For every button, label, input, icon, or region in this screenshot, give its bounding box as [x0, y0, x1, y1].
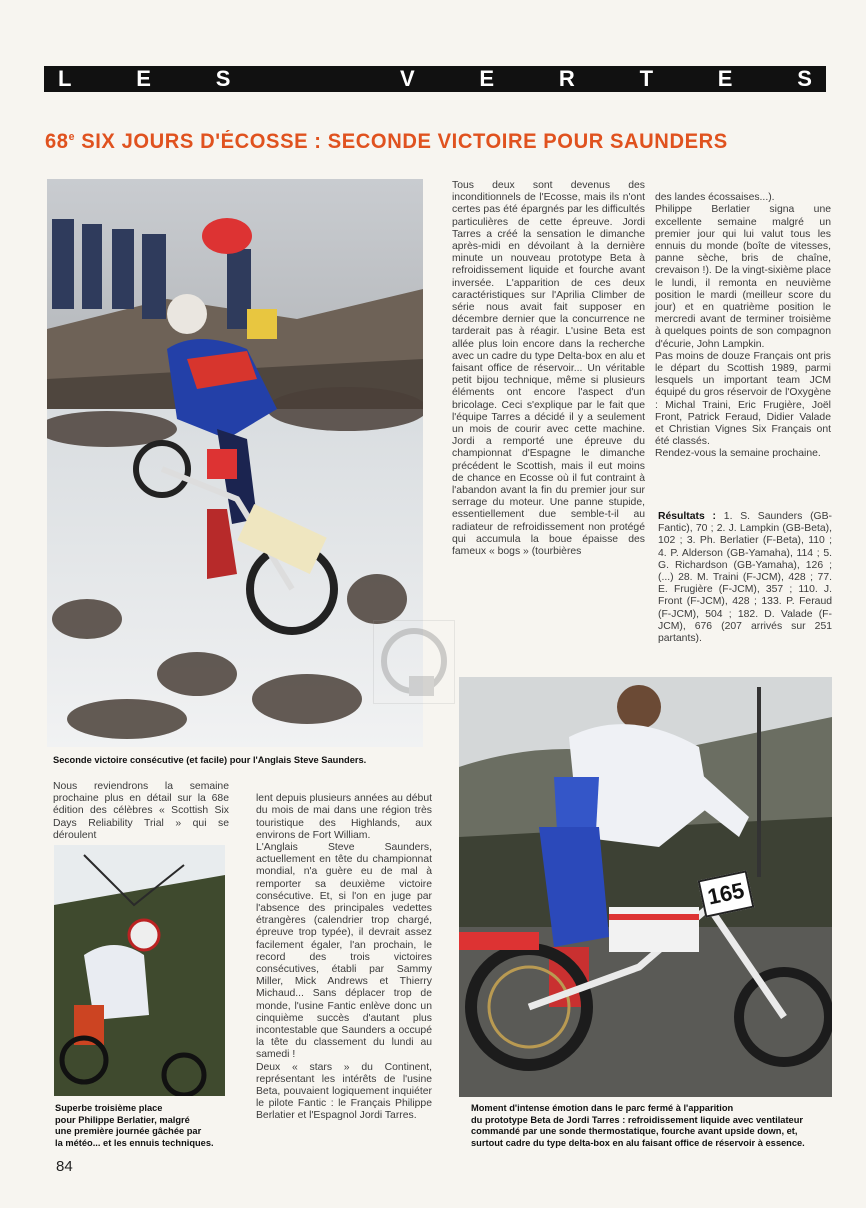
caption-line: Moment d'intense émotion dans le parc fermé à l'apparition [471, 1103, 734, 1113]
bike-number-plate: 165 [698, 870, 755, 918]
results-text: 1. S. Saunders (GB-Fantic), 70 ; 2. J. Lampkin (GB-Beta), 102 ; 3. Ph. Berlatier (F-Beta), 110 ; 4. P. Alderson (GB-Yamaha), 114 ; 5. G. Richardson (GB-Yamaha), 126 ; (...) 28. M. Traini (F-JCM), 428 ; 77. E. Frugière (F-JCM), 357 ; 110. J. Front (F-JCM), 428 ; 133. P. Feraud (F-JCM), 504 ; 182. D. Valade (F-JCM), 676 (207 arrivés sur 251 partants). [658, 511, 832, 645]
headline-sup: e [68, 131, 76, 143]
article-column-middle-bottom [256, 781, 432, 1135]
paragraph: Nous reviendrons la semaine prochaine plus en détail sur la 68e édition des célèbres « Scottish Six Days Reliability Trial » qui se déroulent [53, 781, 229, 841]
banner-letter: L [58, 66, 72, 91]
banner-letter: E [717, 66, 733, 91]
caption-line: une première journée gâchée par [55, 1126, 202, 1137]
photo-berlatier [54, 845, 225, 1096]
caption-beta-photo [471, 1103, 841, 1149]
results-label: Résultats : [658, 511, 717, 522]
page-number: 84 [56, 1158, 73, 1175]
caption-line: Superbe troisième place [55, 1103, 163, 1113]
photo-saunders-waterfall [47, 179, 423, 747]
section-banner [44, 66, 826, 92]
article-column-middle-top [452, 180, 645, 558]
results-block [658, 511, 832, 645]
headline-text: SIX JOURS D'ÉCOSSE : SECONDE VICTOIRE POUR SAUNDERS [75, 130, 728, 153]
article-column-right-top [655, 180, 831, 473]
headline-number: 68 [45, 130, 69, 153]
caption-line: surtout cadre du type delta-box en alu faisant office de réservoir à essence. [471, 1137, 805, 1148]
caption-line: commandé par une sonde thermostatique, fourche avant upside down, et, [471, 1126, 798, 1137]
article-headline [45, 130, 728, 154]
banner-letter: S [215, 66, 231, 91]
caption-line: du prototype Beta de Jordi Tarres : refroidissement liquide avec ventilateur [471, 1114, 804, 1125]
caption-main-photo: Seconde victoire consécutive (et facile) pour l'Anglais Steve Saunders. [53, 755, 367, 765]
banner-letter: R [558, 66, 575, 91]
banner-letter: E [479, 66, 495, 91]
caption-berlatier-photo [55, 1103, 240, 1149]
paragraph: des landes écossaises...). Philippe Berlatier signa une excellente semaine malgré un premier jour qui lui valut tous les ennuis du monde (boîte de vitesses, panne sèche, bris de chaîne, crevaison !). De la vingt-sixième place le lundi, il remonta en neuvième position le mardi (meilleur score du jour) et en quatrième position le mercredi avant de terminer troisième à quelques points de son compagnon d'écurie, John Lampkin. Pas moins de douze Français ont pris le départ du Scottish 1989, parmi lesquels un important team JCM équipé du gros réservoir de l'Oxygène : Michal Traini, Eric Frugière, Joël Front, Patrick Feraud, Didier Valade et Christian Vignes Six Français ont été classés. Rendez-vous la semaine prochaine. [655, 192, 831, 460]
caption-line: pour Philippe Berlatier, malgré [55, 1114, 190, 1125]
banner-letter: V [399, 66, 415, 91]
banner-letter: T [639, 66, 654, 91]
banner-letter: S [797, 66, 812, 91]
banner-letter: E [136, 66, 151, 91]
photo-beta-prototype [459, 677, 832, 1097]
paragraph: Tous deux sont devenus des inconditionnels de l'Ecosse, mais ils n'ont certes pas été épargnés par les difficultés particulières de cette épreuve. Jordi Tarres a créé la sensation le dimanche après-midi en dévoilant à la dernière minute un nouveau prototype Beta à refroidissement liquide et fourche avant inversée. L'apparition de ces deux caractéristiques sur l'Aprilia Climber de série nous avait fait supposer en décembre dernier que la concurrence ne tarderait pas à réagir. L'usine Beta est allée plus loin encore dans la recherche avec un cadre du type Delta-box en alu et faisant office de réservoir... Un véritable petit bijou technique, même si plusieurs éléments ont encore l'aspect d'un bricolage. Ceci s'explique par le fait que l'équipe Tarres a décidé il y a seulement un mois de courir avec cette machine. Jordi a remporté une épreuve du championnat d'Espagne le dimanche précédent le Scottish, mais il eut moins de chance en Ecosse où il fut contraint à l'abandon avant la fin du premier jour sur serrage du moteur. Une panne stupide, essentiellement due semble-t-il au radiateur de refroidissement non protégé qui accumula la boue épaisse des fameux « bogs » (tourbières [452, 180, 645, 558]
paragraph: lent depuis plusieurs années au début du mois de mai dans une région très touristique des Highlands, aux environs de Fort William. L'Anglais Steve Saunders, actuellement en tête du championnat mondial, n'a guère eu de mal à remporter sa deuxième victoire consécutive. Et, si l'on en juge par l'absence des principales vedettes étrangères (calendrier trop chargé, épreuve trop typée), il devrait assez facilement égaler, l'an prochain, le record des trois victoires consécutives, établi par Sammy Miller, Mick Andrews et Thierry Michaud... Sans déplacer trop de monde, l'usine Fantic enlève donc un cinquième succès d'autant plus incontestable que Saunders a occupé la tête du classement du lundi au samedi ! Deux « stars » du Continent, représentant les intérêts de l'usine Beta, pouvaient logiquement inquiéter le pilote Fantic : le Français Philippe Berlatier et l'Espagnol Jordi Tarres. [256, 793, 432, 1122]
watermark-logo [373, 620, 455, 704]
article-column-left-bottom [53, 781, 229, 842]
caption-line: la météo... et les ennuis techniques. [55, 1137, 214, 1148]
